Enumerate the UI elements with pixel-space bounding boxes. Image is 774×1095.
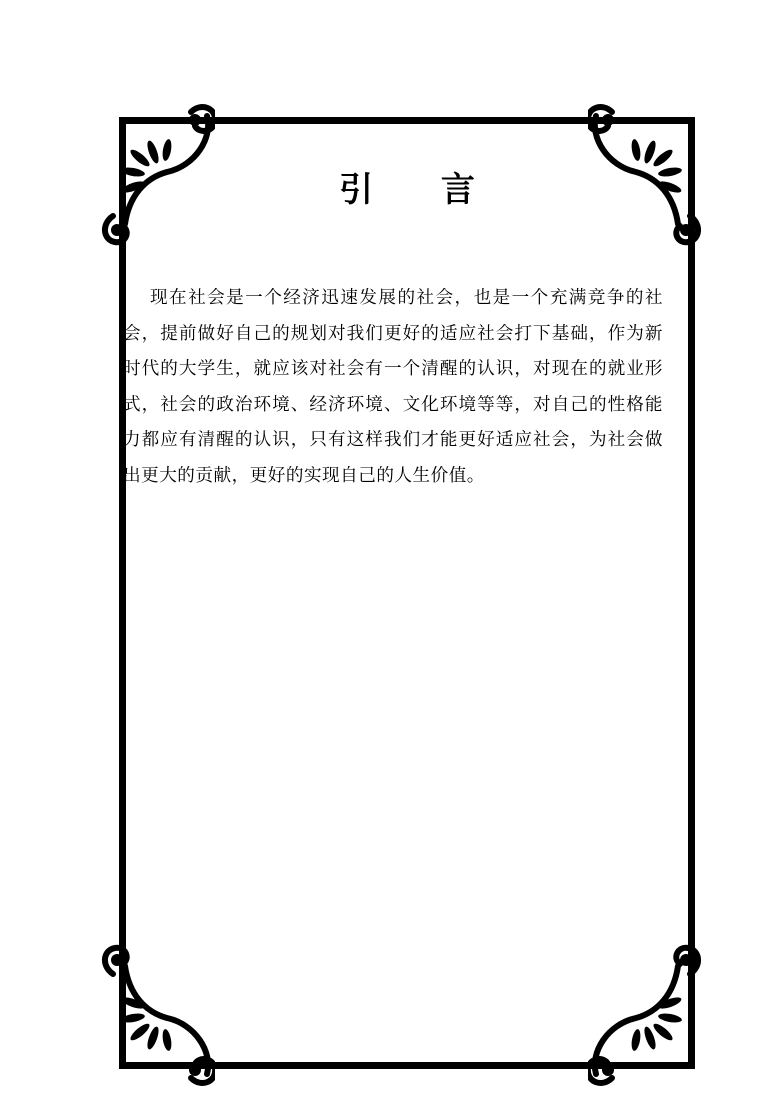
corner-ornament-bottom-left bbox=[95, 942, 215, 1092]
corner-ornament-bottom-right bbox=[588, 942, 708, 1092]
page-border-frame bbox=[119, 117, 695, 1069]
page-title: 引 言 bbox=[339, 170, 503, 210]
intro-paragraph: 现在社会是一个经济迅速发展的社会，也是一个充满竞争的社会，提前做好自己的规划对我们更好的适应社会打下基础，作为新时代的大学生，就应该对社会有一个清醒的认识，对现在的就业形式，社会的政治环境、经济环境、文化环境等等，对自己的性格能力都应有清醒的认识，只有这样我们才能更好适应社会，为社会做出更大的贡献，更好的实现自己的人生价值。 bbox=[123, 288, 663, 486]
